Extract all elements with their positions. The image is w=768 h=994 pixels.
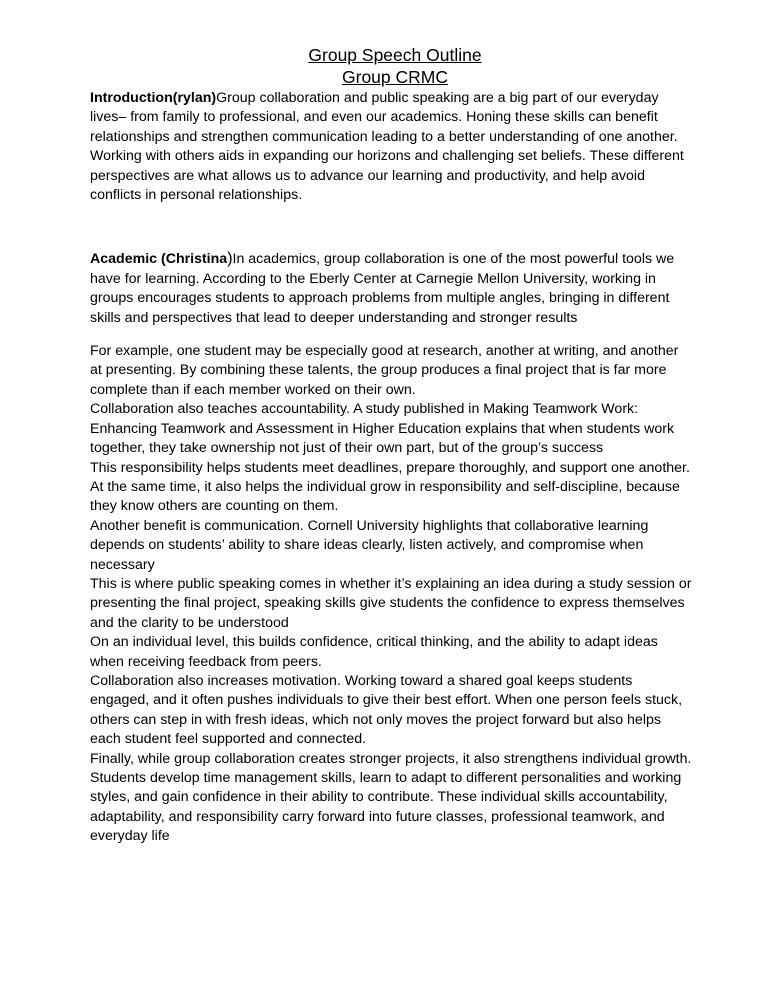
introduction-heading: Introduction(rylan) [90, 90, 217, 106]
document-page [90, 44, 700, 847]
body-line: Enhancing Teamwork and Assessment in Higher Education explains that when students work [90, 420, 675, 437]
body-line: styles, and gain confidence in their ability to contribute. These individual skills accountability, [90, 789, 668, 806]
body-line: This is where public speaking comes in whether it’s explaining an idea during a study session or [90, 575, 692, 592]
body-line: For example, one student may be especially good at research, another at writing, and another [90, 343, 679, 360]
body-line: they know others are counting on them. [90, 498, 339, 515]
academic-paragraph: Academic (Christina)In academics, group collaboration is one of the most powerful tools we have for learning. According to the Eberly Center at Carnegie Mellon University, working in groups encourages students to approach problems from multiple angles, bringing in different skills and perspectives that lead to deeper understanding and stronger results [90, 250, 675, 326]
body-line: On an individual level, this builds confidence, critical thinking, and the ability to adapt ideas [90, 634, 658, 651]
body-line: Collaboration also teaches accountability. A study published in Making Teamwork Work: [90, 401, 639, 418]
document-title: Group Speech Outline [308, 45, 482, 65]
body-line: necessary [90, 556, 155, 573]
body-line: others can step in with fresh ideas, which not only moves the project forward but also helps [90, 711, 661, 728]
body-line: complete than if each member worked on their own. [90, 381, 416, 398]
introduction-paragraph: Introduction(rylan)Group collaboration and public speaking are a big part of our everyday lives– from family to professional, and even our academics. Honing these skills can benefit relationships and strengthen communication leading to a better understanding of one another. Working with others aids in expanding our horizons and challenging set beliefs. These different perspectives are what allows us to advance our learning and productivity, and help avoid conflicts in personal relationships. [90, 90, 684, 204]
body-line: Finally, while group collaboration creates stronger projects, it also strengthens individual growth. [90, 750, 692, 767]
body-line: This responsibility helps students meet deadlines, prepare thoroughly, and support one another. [90, 459, 690, 476]
body-line: presenting the final project, speaking skills give students the confidence to express themselves [90, 595, 685, 612]
body-line: At the same time, it also helps the individual grow in responsibility and self-discipline, because [90, 478, 680, 495]
body-line: together, they take ownership not just of their own part, but of the group’s success [90, 440, 604, 457]
academic-heading: Academic (Christina [90, 251, 228, 268]
academic-body-text [90, 342, 700, 847]
body-line: adaptability, and responsibility carry forward into future classes, professional teamwork, and [90, 808, 665, 825]
body-line: Students develop time management skills, learn to adapt to different personalities and working [90, 770, 682, 786]
body-line: at presenting. By combining these talents, the group produces a final project that is far more [90, 362, 667, 379]
body-line: depends on students’ ability to share ideas clearly, listen actively, and compromise when [90, 537, 644, 554]
body-line: each student feel supported and connected. [90, 731, 367, 748]
body-line: Collaboration also increases motivation. Working toward a shared goal keeps students [90, 672, 633, 689]
body-line: when receiving feedback from peers. [90, 653, 322, 670]
body-line: engaged, and it often pushes individuals to give their best effort. When one person feels stuck, [90, 692, 683, 709]
document-subtitle: Group CRMC [342, 67, 448, 87]
body-line: and the clarity to be understood [90, 614, 289, 631]
body-line: Another benefit is communication. Cornell University highlights that collaborative learning [90, 517, 649, 534]
body-line: everyday life [90, 828, 170, 845]
